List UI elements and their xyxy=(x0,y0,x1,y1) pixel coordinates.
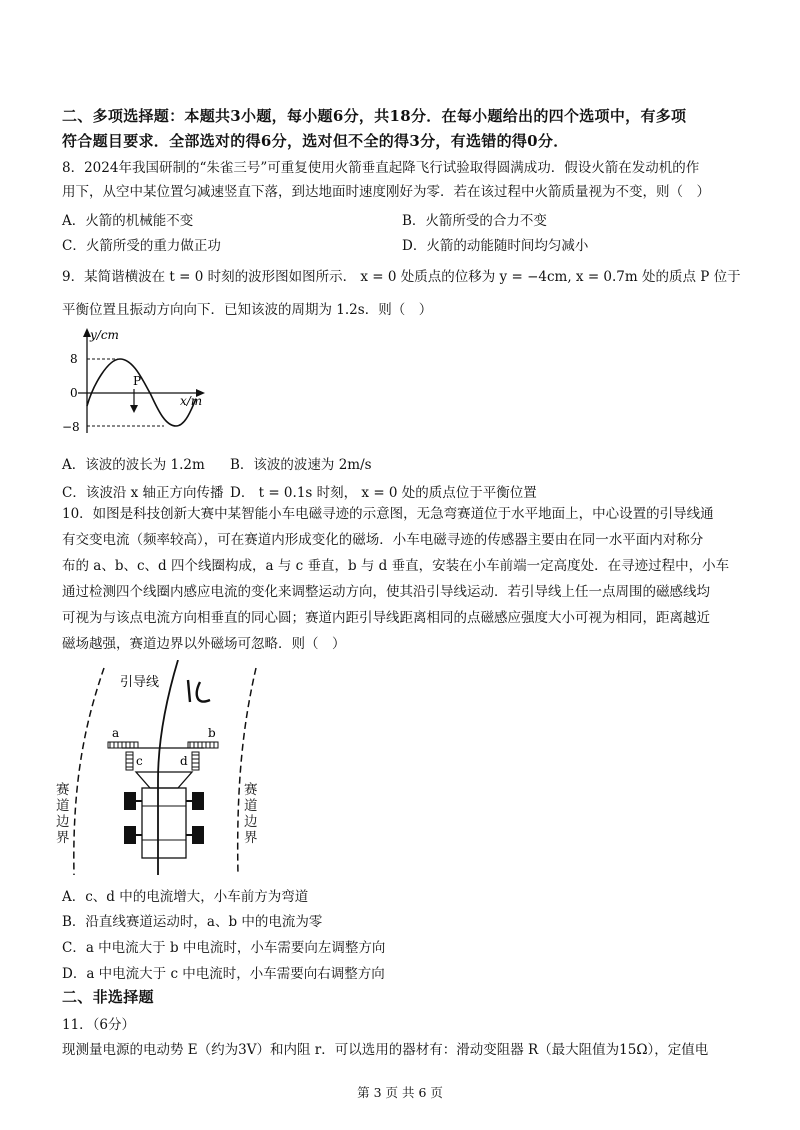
q10-stem-line2: 有交变电流（频率较高），可在赛道内形成变化的磁场．小车电磁寻迹的传感器主要由在同一水平面内对称分 xyxy=(62,532,704,548)
q8-option-d: D．火箭的动能随时间均匀减小 xyxy=(402,238,589,254)
car-rear-left-wheel xyxy=(124,826,136,844)
car-front-frame xyxy=(136,772,192,788)
coil-d-label: d xyxy=(180,754,188,768)
coil-c-label: c xyxy=(136,754,143,768)
q8-option-a: A．火箭的机械能不变 xyxy=(62,213,194,229)
q9-stem-line2: 平衡位置且振动方向向下．已知该波的周期为 1.2s．则（ ） xyxy=(62,302,433,318)
q8-option-c: C．火箭所受的重力做正功 xyxy=(62,238,221,254)
q9-wave-graph xyxy=(60,325,240,437)
q9-option-c: C．该波沿 x 轴正方向传播 xyxy=(62,485,224,501)
section-non-choice-heading: 二、非选择题 xyxy=(62,988,154,1006)
q10-option-a: A．c、d 中的电流增大，小车前方为弯道 xyxy=(62,889,309,905)
section-multi-heading-line2: 符合题目要求．全部选对的得6分，选对但不全的得3分，有选错的得0分． xyxy=(62,132,569,150)
q10-stem-line6: 磁场越强，赛道边界以外磁场可忽略．则（ ） xyxy=(62,636,346,652)
car-body xyxy=(142,788,186,858)
q10-stem-line3: 布的 a、b、c、d 四个线圈构成，a 与 c 垂直，b 与 d 垂直，安装在小车前端一定高度处．在寻迹过程中，小车 xyxy=(62,558,730,574)
q10-stem-line1: 10．如图是科技创新大赛中某智能小车电磁寻迹的示意图，无急弯赛道位于水平地面上，中心设置的引导线通 xyxy=(62,506,714,522)
page-footer: 第 3 页 共 6 页 xyxy=(357,1085,443,1100)
guide-wire-label: 引导线 xyxy=(120,675,160,690)
q9-stem-line1: 9．某简谐横波在 t = 0 时刻的波形图如图所示． x = 0 处质点的位移为 y = −4cm, x = 0.7m 处的质点 P 位于 xyxy=(62,269,741,285)
boundary-label-right: 赛道边界 xyxy=(244,782,258,846)
car-rear-right-wheel xyxy=(192,826,204,844)
q8-stem-line2: 用下，从空中某位置匀减速竖直下落，到达地面时速度刚好为零．若在该过程中火箭质量视为不变，则（ ） xyxy=(62,184,710,200)
section-multi-heading-line1: 二、多项选择题：本题共3小题，每小题6分，共18分．在每小题给出的四个选项中，有多项 xyxy=(62,107,687,125)
guide-wire xyxy=(158,660,178,875)
y-axis-label: y/cm xyxy=(90,328,119,342)
q10-car-track-diagram xyxy=(60,660,310,880)
x-axis-label: x/m xyxy=(180,394,203,408)
q10-option-d: D．a 中电流大于 c 中电流时，小车需要向右调整方向 xyxy=(62,966,385,982)
q10-stem-line5: 可视为与该点电流方向相垂直的同心圆；赛道内距引导线距离相同的点磁感应强度大小可视为相同，距离越近 xyxy=(62,610,710,626)
q8-stem-line1: 8．2024年我国研制的“朱雀三号”可重复使用火箭垂直起降飞行试验取得圆满成功．假设火箭在发动机的作 xyxy=(62,160,700,176)
q10-option-c: C．a 中电流大于 b 中电流时，小车需要向左调整方向 xyxy=(62,940,386,956)
q8-option-b: B．火箭所受的合力不变 xyxy=(402,213,547,229)
q9-option-d: D． t = 0.1s 时刻， x = 0 处的质点位于平衡位置 xyxy=(230,485,537,501)
car-front-right-wheel xyxy=(192,792,204,810)
q11-stem-line1: 现测量电源的电动势 E（约为3V）和内阻 r．可以选用的器材有：滑动变阻器 R（最大阻值为15Ω），定值电 xyxy=(62,1042,709,1058)
car-front-left-wheel xyxy=(124,792,136,810)
q10-stem-line4: 通过检测四个线圈内感应电流的变化来调整运动方向，使其沿引导线运动．若引导线上任一点周围的磁感线均 xyxy=(62,584,710,600)
q9-option-b: B．该波的波速为 2m/s xyxy=(230,457,372,473)
boundary-label-left: 赛道边界 xyxy=(56,782,70,846)
tick-0: 0 xyxy=(70,386,78,400)
handwritten-mark xyxy=(188,680,210,702)
q10-option-b: B．沿直线赛道运动时，a、b 中的电流为零 xyxy=(62,914,323,930)
point-p-label: P xyxy=(133,374,142,388)
tick-8: 8 xyxy=(70,352,78,366)
coil-a-label: a xyxy=(112,726,120,740)
coil-b-label: b xyxy=(208,726,216,740)
p-arrow-head xyxy=(130,405,138,413)
tick-neg-8: −8 xyxy=(62,420,80,434)
track-boundary-left xyxy=(74,668,104,875)
q9-option-a: A．该波的波长为 1.2m xyxy=(62,457,205,473)
q11-title: 11．（6分） xyxy=(62,1017,136,1033)
